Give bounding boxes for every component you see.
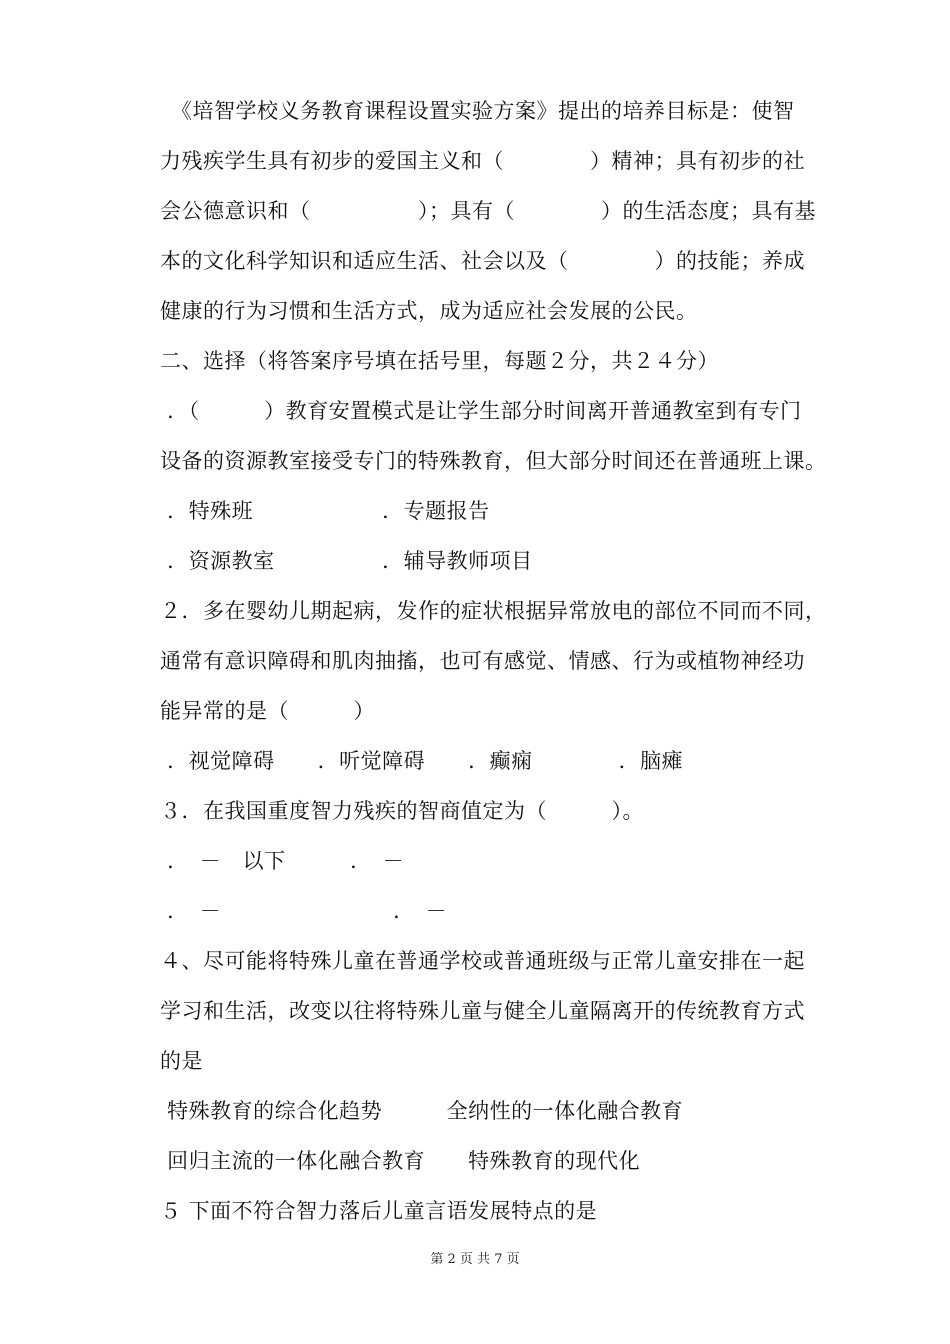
question-1-stem: 设备的资源教室接受专门的特殊教育，但大部分时间还在普通班上课。	[160, 449, 827, 473]
section-title: 二、选择（将答案序号填在括号里，每题２分，共２４分）	[160, 349, 719, 373]
paragraph-line: 本的文化科学知识和适应生活、社会以及（ ）的技能；养成	[160, 249, 805, 273]
question-3-stem: ３．在我国重度智力残疾的智商值定为（ ）。	[160, 799, 644, 823]
question-2-stem: 通常有意识障碍和肌肉抽搐，也可有感觉、情感、行为或植物神经功	[160, 649, 805, 673]
question-1-stem: ．（ ）教育安置模式是让学生部分时间离开普通教室到有专门	[160, 399, 802, 423]
question-4-stem: ４、尽可能将特殊儿童在普通学校或普通班级与正常儿童安排在一起	[160, 949, 805, 973]
question-4-stem: 学习和生活，改变以往将特殊儿童与健全儿童隔离开的传统教育方式	[160, 999, 805, 1023]
question-1-options: ．特殊班 ．专题报告	[160, 499, 490, 523]
paragraph-line: 健康的行为习惯和生活方式，成为适应社会发展的公民。	[160, 299, 698, 323]
paragraph-line: 会公德意识和（ ）；具有（ ）的生活态度；具有基	[160, 199, 816, 223]
paragraph-line: 力残疾学生具有初步的爱国主义和（ ）精神；具有初步的社	[160, 149, 805, 173]
paragraph-line: 《培智学校义务教育课程设置实验方案》提出的培养目标是：使智	[160, 99, 795, 123]
question-5-stem: ５ 下面不符合智力落后儿童言语发展特点的是	[160, 1199, 598, 1223]
question-2-options: ．视觉障碍 ．听觉障碍 ．癫痫 ．脑瘫	[160, 749, 684, 773]
question-2-stem: 能异常的是（ ）	[160, 699, 375, 723]
question-1-options: ．资源教室 ．辅导教师项目	[160, 549, 533, 573]
page-number-footer: 第 2 页 共 7 页	[430, 1252, 520, 1267]
question-3-options: ． － 以下 ． －	[160, 849, 405, 873]
question-2-stem: ２．多在婴幼儿期起病，发作的症状根据异常放电的部位不同而不同，	[160, 599, 827, 623]
question-3-options: ． － ． －	[160, 899, 448, 923]
question-4-options: 特殊教育的综合化趋势 全纳性的一体化融合教育	[160, 1099, 684, 1123]
question-4-stem: 的是	[160, 1049, 203, 1073]
question-4-options: 回归主流的一体化融合教育 特殊教育的现代化	[160, 1149, 641, 1173]
